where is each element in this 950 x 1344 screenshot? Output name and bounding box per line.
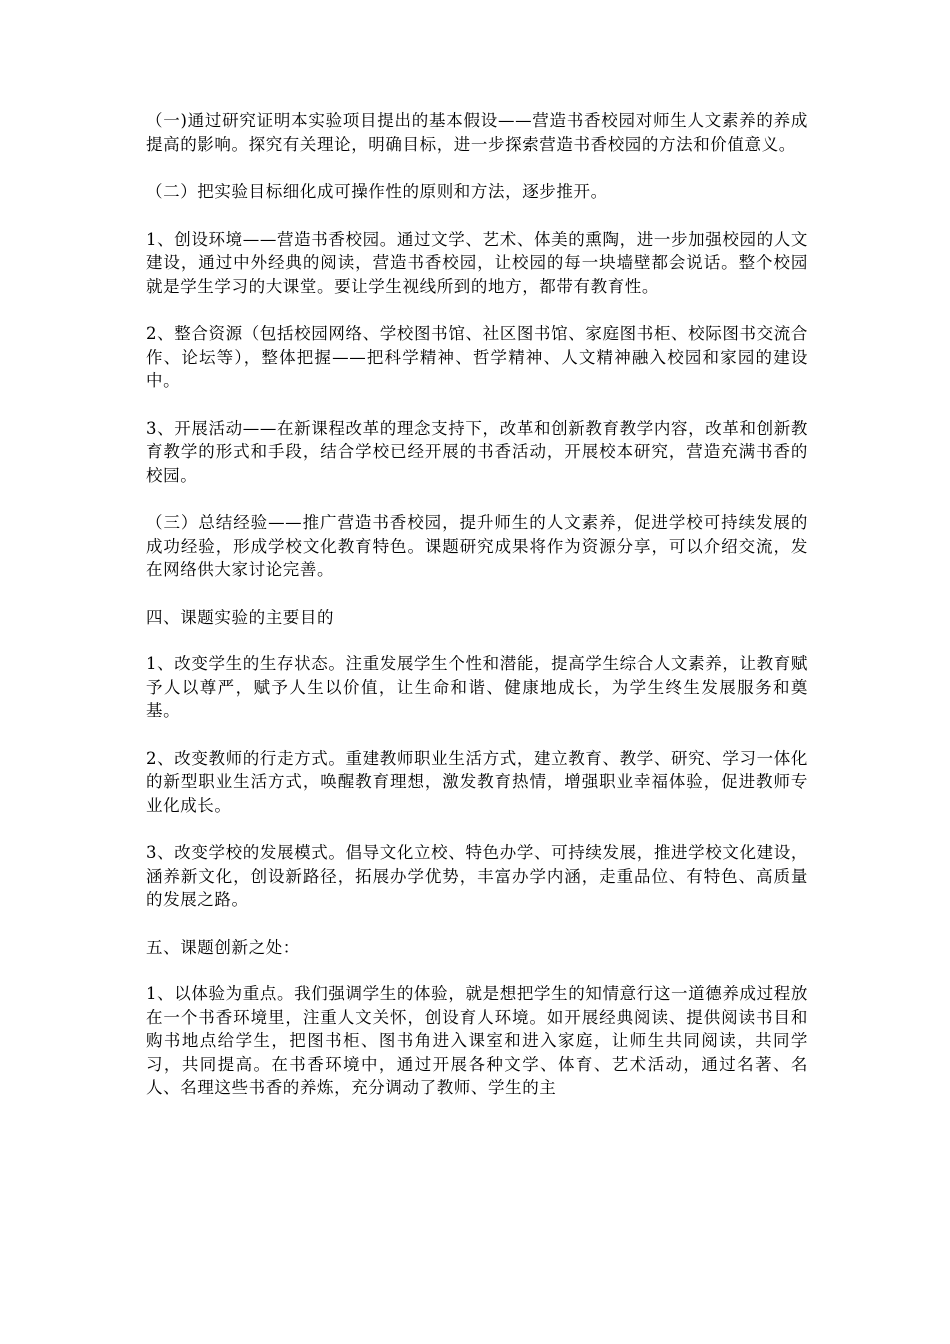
paragraph-section-2: （二）把实验目标细化成可操作性的原则和方法，逐步推开。: [146, 182, 608, 201]
paragraph-purpose-school: 3、改变学校的发展模式。倡导文化立校、特色办学、可持续发展，推进学校文化建设，涵养新文化，创设新路径，拓展办学优势，丰富办学内涵，走重品位、有特色、高质量的发展之路。: [146, 843, 808, 909]
section-heading-innovation: 五、课题创新之处：: [146, 937, 300, 957]
paragraph-innovation-experience: 1、以体验为重点。我们强调学生的体验，就是想把学生的知情意行这一道德养成过程放在一个书香环境里，注重人文关怀，创设育人环境。如开展经典阅读、提供阅读书目和购书地点给学生，把图书柜、图书角进入课室和进入家庭，让师生共同阅读，共同学习，共同提高。在书香环境中，通过开展各种文学、体育、艺术活动，通过名著、名人、名理这些书香的养炼，充分调动了教师、学生的主: [146, 984, 808, 1097]
paragraph-section-1: （一)通过研究证明本实验项目提出的基本假设——营造书香校园对师生人文素养的养成提高的影响。探究有关理论，明确目标，进一步探索营造书香校园的方法和价值意义。: [146, 111, 808, 154]
paragraph-item-create-environment: 1、创设环境——营造书香校园。通过文学、艺术、体美的熏陶，进一步加强校园的人文建设，通过中外经典的阅读，营造书香校园，让校园的每一块墙壁都会说话。整个校园就是学生学习的大课堂。要让学生视线所到的地方，都带有教育性。: [146, 229, 808, 296]
paragraph-purpose-students: 1、改变学生的生存状态。注重发展学生个性和潜能，提高学生综合人文素养，让教育赋予人以尊严，赋予人生以价值，让生命和谐、健康地成长，为学生终生发展服务和奠基。: [146, 654, 808, 720]
paragraph-section-3: （三）总结经验——推广营造书香校园，提升师生的人文素养，促进学校可持续发展的成功经验，形成学校文化教育特色。课题研究成果将作为资源分享，可以介绍交流，发在网络供大家讨论完善。: [146, 513, 808, 579]
document-body: [146, 109, 808, 1124]
paragraph-item-carry-out-activities: 3、开展活动——在新课程改革的理念支持下，改革和创新教育教学内容，改革和创新教育教学的形式和手段，结合学校已经开展的书香活动，开展校本研究，营造充满书香的校园。: [146, 418, 808, 485]
section-heading-purpose: 四、课题实验的主要目的: [146, 607, 335, 627]
paragraph-item-integrate-resources: 2、整合资源（包括校园网络、学校图书馆、社区图书馆、家庭图书柜、校际图书交流合作、论坛等），整体把握——把科学精神、哲学精神、人文精神融入校园和家园的建设中。: [146, 324, 808, 390]
paragraph-purpose-teachers: 2、改变教师的行走方式。重建教师职业生活方式，建立教育、教学、研究、学习一体化的新型职业生活方式，唤醒教育理想，激发教育热情，增强职业幸福体验，促进教师专业化成长。: [146, 748, 808, 815]
